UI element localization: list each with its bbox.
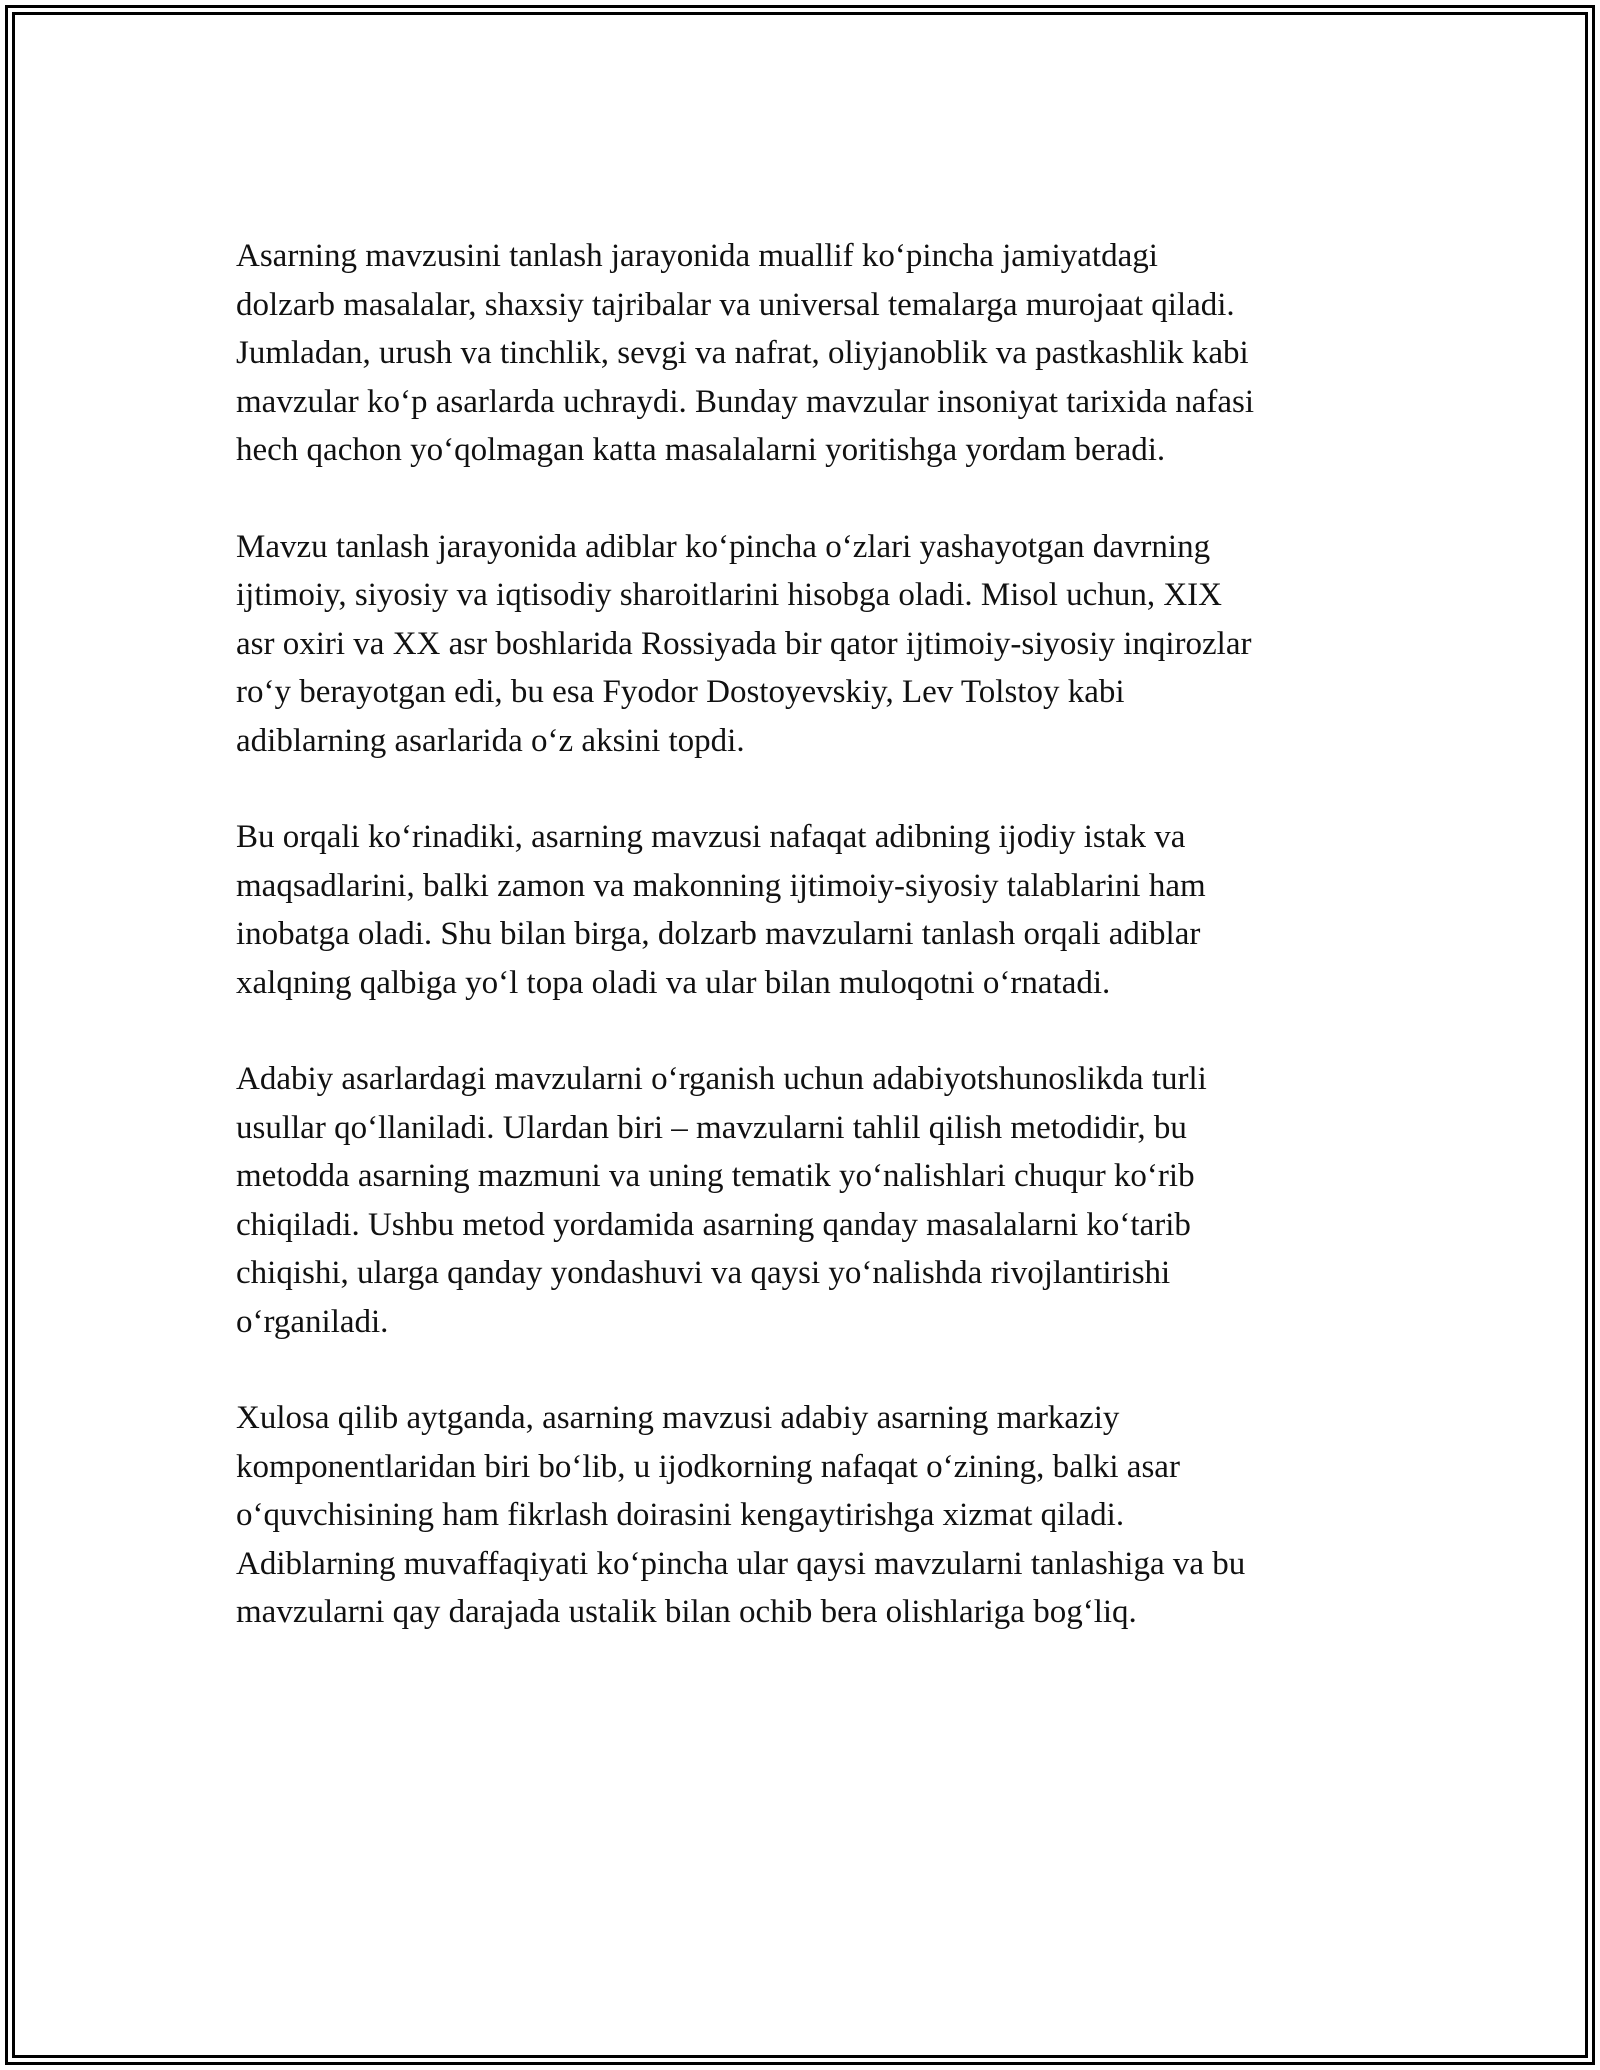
paragraph-5: Xulosa qilib aytganda, asarning mavzusi adabiy asarning markaziy komponentlaridan biri bo‘lib, u ijodkorning nafaqat o‘zining, balki asar o‘quvchisining ham fikrlash doirasini kengaytirishga xizmat qiladi. Adiblarning muvaffaqiyati ko‘pincha ular qaysi mavzularni tanlashiga va bu mavzularni qay darajada ustalik bilan ochib bera olishlariga bog‘liq. — [236, 1400, 1246, 1630]
paragraph-4: Adabiy asarlardagi mavzularni o‘rganish uchun adabiyotshunoslikda turli usullar qo‘llaniladi. Ulardan biri – mavzularni tahlil qilish metodidir, bu metodda asarning mazmuni va uning tematik yo‘nalishlari chuqur ko‘rib chiqiladi. Ushbu metod yordamida asarning qanday masalalarni ko‘tarib chiqishi, ularga qanday yondashuvi va qaysi yo‘nalishda rivojlantirishi o‘rganiladi. — [236, 1061, 1207, 1340]
document-body — [236, 232, 1386, 1685]
paragraph-1: Asarning mavzusini tanlash jarayonida muallif ko‘pincha jamiyatdagi dolzarb masalalar, shaxsiy tajribalar va universal temalarga murojaat qiladi. Jumladan, urush va tinchlik, sevgi va nafrat, oliyjanoblik va pastkashlik kabi mavzular ko‘p asarlarda uchraydi. Bunday mavzular insoniyat tarixida nafasi hech qachon yo‘qolmagan katta masalalarni yoritishga yordam beradi. — [236, 238, 1255, 468]
paragraph-3: Bu orqali ko‘rinadiki, asarning mavzusi nafaqat adibning ijodiy istak va maqsadlarini, balki zamon va makonning ijtimoiy-siyosiy talablarini ham inobatga oladi. Shu bilan birga, dolzarb mavzularni tanlash orqali adiblar xalqning qalbiga yo‘l topa oladi va ular bilan muloqotni o‘rnatadi. — [236, 819, 1206, 1001]
paragraph-2: Mavzu tanlash jarayonida adiblar ko‘pincha o‘zlari yashayotgan davrning ijtimoiy, siyosiy va iqtisodiy sharoitlarini hisobga oladi. Misol uchun, XIX asr oxiri va XX asr boshlarida Rossiyada bir qator ijtimoiy-siyosiy inqirozlar ro‘y berayotgan edi, bu esa Fyodor Dostoyevskiy, Lev Tolstoy kabi adiblarning asarlarida o‘z aksini topdi. — [236, 528, 1252, 759]
